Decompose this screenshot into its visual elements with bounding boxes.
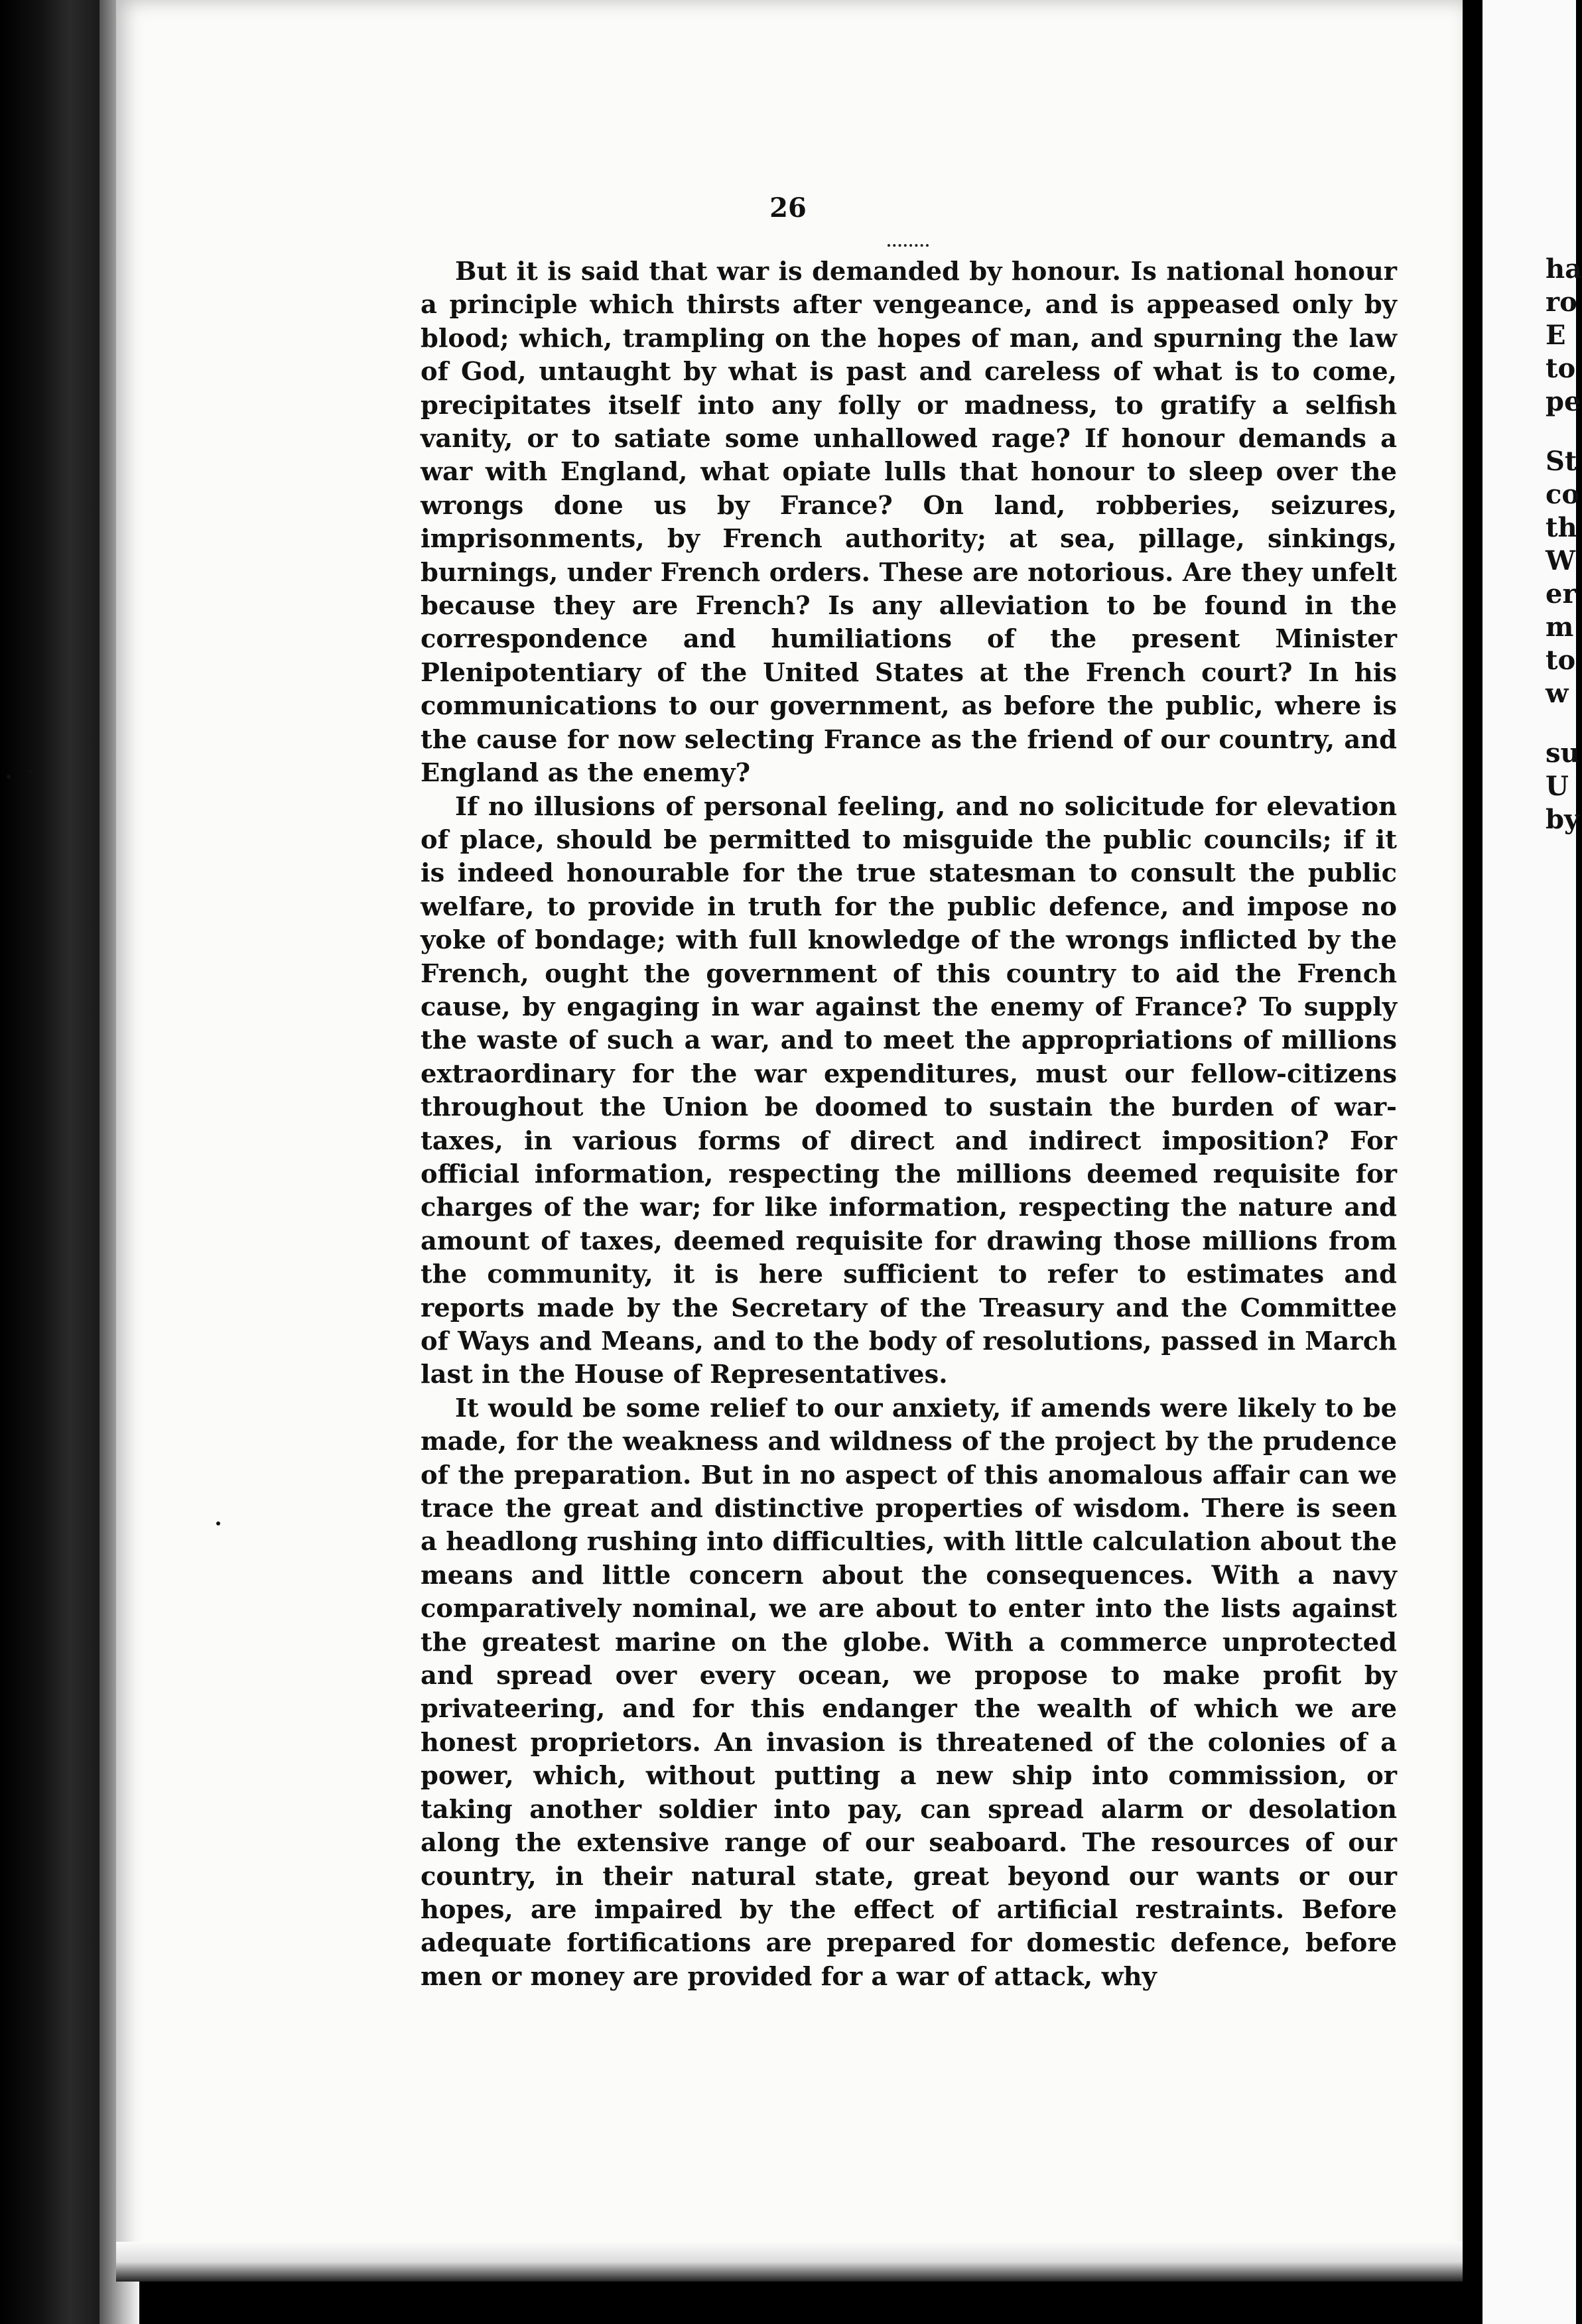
body-text (421, 255, 1397, 1994)
next-page-fragment: to (1546, 353, 1576, 384)
next-page-fragment: ro (1546, 287, 1577, 318)
page-bottom-edge (116, 2242, 1463, 2282)
next-page-fragment: co (1546, 479, 1580, 510)
page-number-rule (888, 244, 929, 247)
page-number: 26 (769, 192, 807, 224)
next-page-fragment: by (1546, 804, 1580, 835)
next-page-fragment: W (1546, 545, 1575, 576)
next-page-fragment: U (1546, 771, 1569, 802)
next-page-fragment: St (1546, 446, 1577, 477)
page-divider (1463, 0, 1483, 2324)
scan-speck (7, 775, 11, 779)
next-page-fragment: pe (1546, 386, 1581, 417)
next-page-fragment: m (1546, 612, 1574, 643)
paragraph-1: But it is said that war is demanded by honour. Is national honour a principle which thirsts after vengeance, and is appeased only by blood; which, trampling on the hopes of man, and spurning the law of God, untaught by what is past and careless of what is to come, precipitates itself into any folly or madness, to gratify a selfish vanity, or to satiate some unhallowed rage? If honour demands a war with England, what opiate lulls that honour to sleep over the wrongs done us by France? On land, robberies, seizures, imprisonments, by French authority; at sea, pillage, sinkings, burnings, under French orders. These are notorious. Are they unfelt because they are French? Is any alleviation to be found in the correspondence and humiliations of the present Minister Plenipotentiary of the United States at the French court? In his communications to our government, as before the public, where is the cause for now selecting France as the friend of our country, and England as the enemy? (421, 257, 1397, 789)
paragraph-2: If no illusions of personal feeling, and no solicitude for elevation of place, should be permitted to misguide the public councils; if it is indeed honourable for the true statesman to consult the public welfare, to provide in truth for the public defence, and impose no yoke of bondage; with full knowledge of the wrongs inflicted by the French, ought the government of this country to aid the French cause, by engaging in war against the enemy of France? To supply the waste of such a war, and to meet the appropriations of millions extraordinary for the war expenditures, must our fellow-citizens throughout the Union be doomed to sustain the burden of war-taxes, in various forms of direct and indirect imposition? For official information, respecting the millions deemed requisite for charges of the war; for like information, respecting the nature and amount of taxes, deemed requisite for drawing those millions from the community, it is here sufficient to refer to estimates and reports made by the Secretary of the Treasury and the Committee of Ways and Means, and to the body of resolutions, passed in March last in the House of Representatives. (421, 791, 1397, 1390)
scan-speck (28, 769, 32, 773)
next-page-fragment: er (1546, 578, 1577, 610)
next-page-edge (1483, 0, 1582, 2324)
next-page-fragment: th (1546, 512, 1577, 543)
book-gutter (0, 0, 99, 2324)
next-page-fragment: E (1546, 320, 1566, 351)
paragraph-3: It would be some relief to our anxiety, if amends were likely to be made, for the weakness and wildness of the project by the prudence of the preparation. But in no aspect of this anomalous affair can we trace the great and distinctive properties of wisdom. There is seen a headlong rushing into difficulties, with little calculation about the means and little concern about the consequences. With a navy comparatively nominal, we are about to enter into the lists against the greatest marine on the globe. With a commerce unprotected and spread over every ocean, we propose to make profit by privateering, and for this endanger the wealth of which we are honest proprietors. An invasion is threatened of the colonies of a power, which, without putting a new ship into commission, or taking another soldier into pay, can spread alarm or desolation along the extensive range of our seaboard. The resources of our country, in their natural state, great beyond our wants or our hopes, are impaired by the effect of artificial restraints. Before adequate fortifications are prepared for domestic defence, before men or money are provided for a war of attack, why (421, 1393, 1397, 1992)
next-page-fragment: ha (1546, 253, 1582, 285)
scan-speck (216, 1521, 220, 1525)
next-page-fragment: su (1546, 738, 1580, 769)
next-page-fragment: w (1546, 678, 1569, 709)
next-page-fragment: to (1546, 645, 1576, 676)
